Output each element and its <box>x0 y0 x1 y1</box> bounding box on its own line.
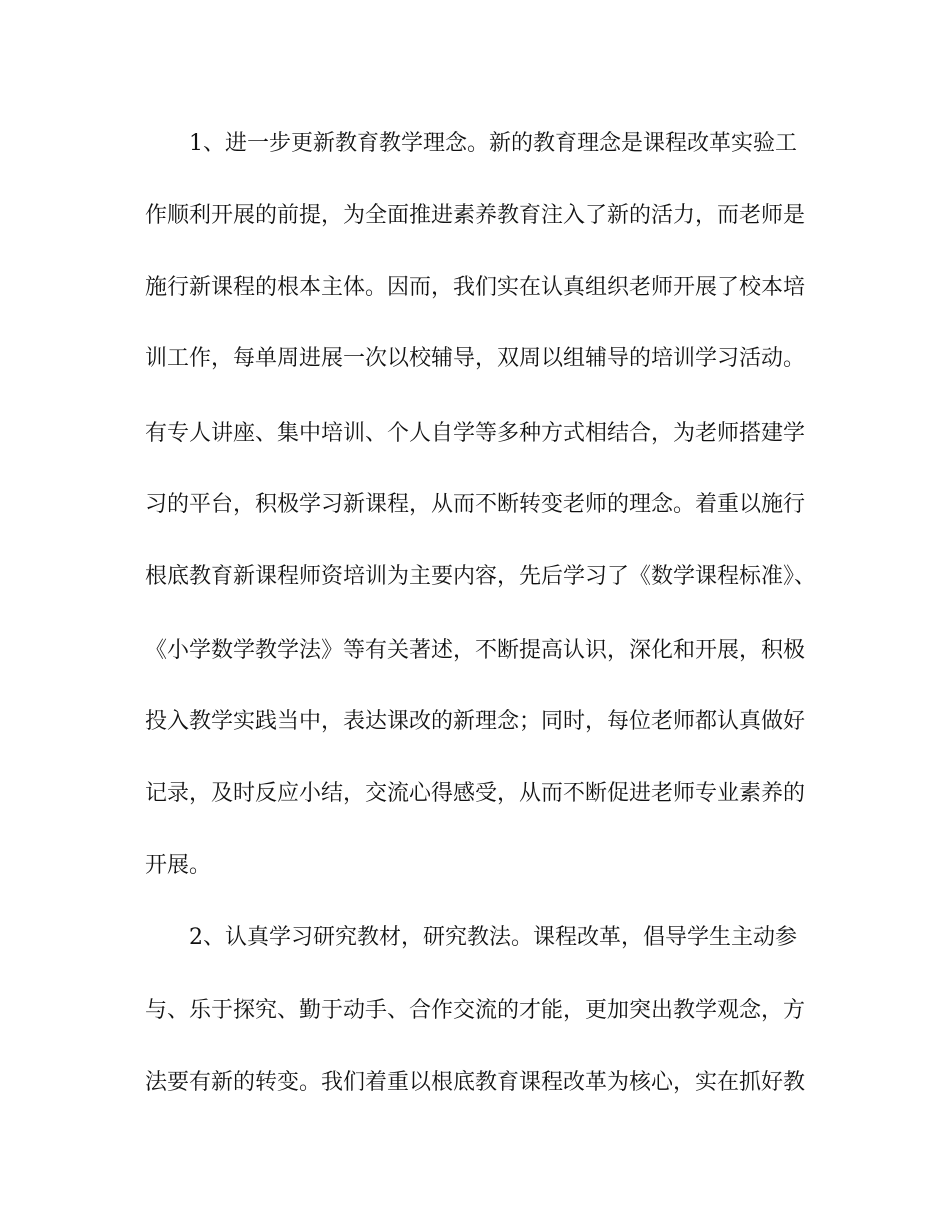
paragraph-2-line-1: 2、认真学习研究教材，研究教法。课程改革，倡导学生主动参 <box>189 925 797 950</box>
paragraph-1-line-11: 开展。 <box>145 853 212 878</box>
paragraph-1-line-7: 根底教育新课程师资培训为主要内容，先后学习了《数学课程标准》、 <box>145 564 817 589</box>
paragraph-1-line-6: 习的平台，积极学习新课程，从而不断转变老师的理念。着重以施行 <box>145 492 806 517</box>
paragraph-2-line-2: 与、乐于探究、勤于动手、合作交流的才能，更加突出教学观念，方 <box>145 998 806 1023</box>
paragraph-1-line-1: 1、进一步更新教育教学理念。新的教育理念是课程改革实验工 <box>189 131 797 156</box>
paragraph-1-line-5: 有专人讲座、集中培训、个人自学等多种方式相结合，为老师搭建学 <box>145 421 806 446</box>
paragraph-2-line-3: 法要有新的转变。我们着重以根底教育课程改革为核心，实在抓好教 <box>145 1070 806 1095</box>
paragraph-1-line-8: 《小学数学教学法》等有关著述，不断提高认识，深化和开展，积极 <box>145 638 806 663</box>
paragraph-1-line-9: 投入教学实践当中，表达课改的新理念；同时，每位老师都认真做好 <box>145 709 806 734</box>
paragraph-1-line-10: 记录，及时反应小结，交流心得感受，从而不断促进老师专业素养的 <box>145 781 806 806</box>
paragraph-1-line-2: 作顺利开展的前提，为全面推进素养教育注入了新的活力，而老师是 <box>145 203 806 228</box>
paragraph-1-line-3: 施行新课程的根本主体。因而，我们实在认真组织老师开展了校本培 <box>145 275 806 300</box>
paragraph-1-line-4: 训工作，每单周进展一次以校辅导，双周以组辅导的培训学习活动。 <box>145 346 806 371</box>
